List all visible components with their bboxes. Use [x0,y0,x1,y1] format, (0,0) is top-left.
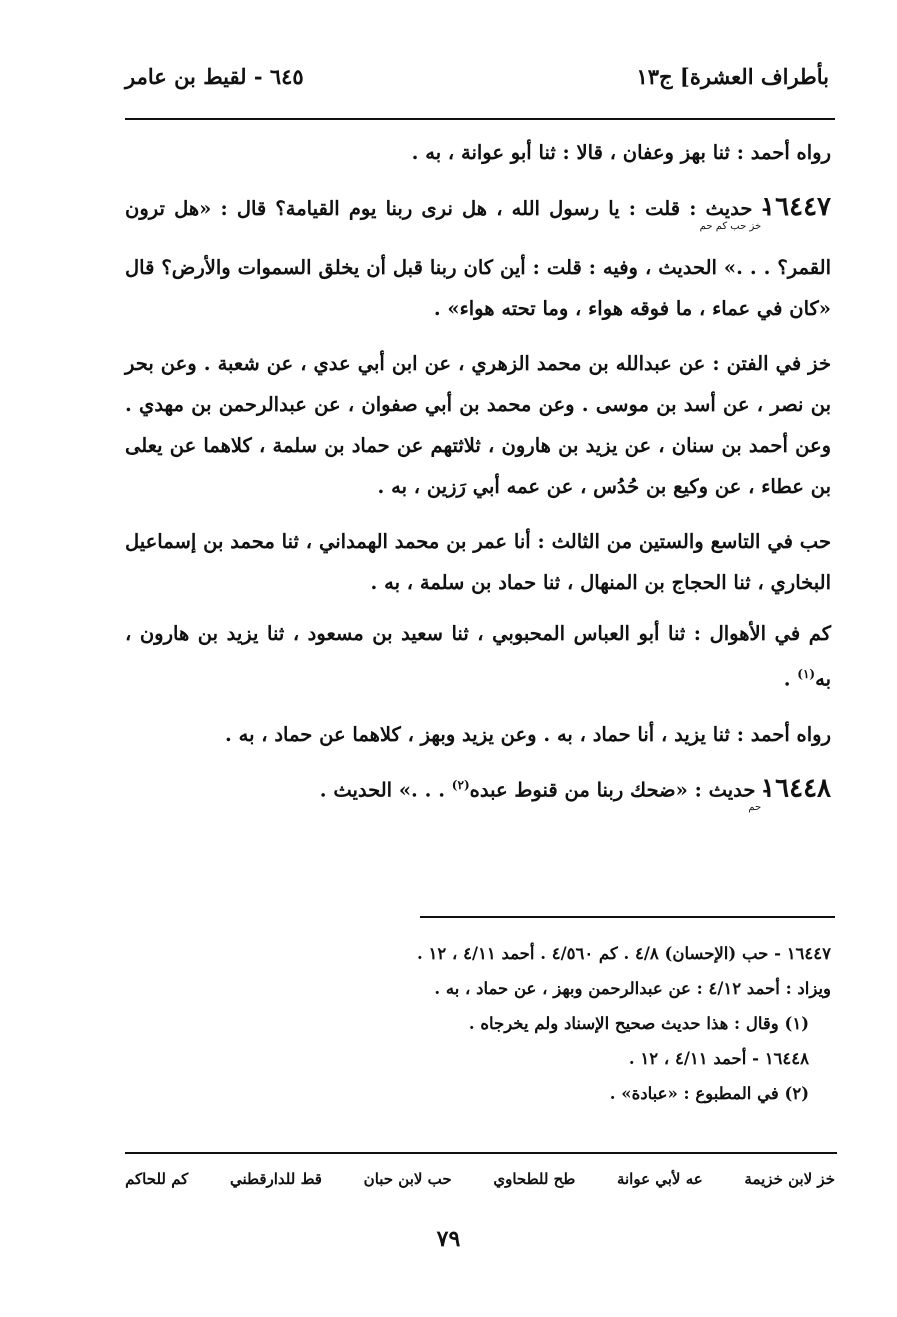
footnote-16447-sources: ١٦٤٤٧ - حب (الإحسان) ٤/٨ . كم ٤/٥٦٠ . أحمد ٤/١١ ، ١٢ . [417,944,831,963]
running-header [125,60,829,100]
legend-item: قط للدارقطني [230,1170,322,1188]
footnote-ref-2: (٢) [451,777,470,792]
legend-divider [125,1152,837,1154]
hadith-sigla: خز حب كم حم [699,221,762,232]
footnotes [280,936,831,1111]
hadith-entry-16448 [125,765,831,829]
legend-item: عه لأبي عوانة [616,1170,703,1188]
legend-item: حب لابن حبان [363,1170,452,1188]
footnote-16447-additions: ويزاد : أحمد ٤/١٢ : عن عبدالرحمن وبهز ، عن حماد ، به . [434,979,831,998]
legend-item: خز لابن خزيمة [744,1170,835,1188]
paragraph-hb-takhrij: حب في التاسع والستين من الثالث : أنا عمر بن محمد الهمداني ، ثنا محمد بن إسماعيل البخاري ، ثنا الحجاج بن المنهال ، ثنا حماد بن سلمة ، به . [125,530,831,594]
footnote-ref-1: (١) [797,667,816,681]
header-book-title: بأطراف العشرة] ج١٣ [636,64,829,89]
km-text: كم في الأهوال : ثنا أبو العباس المحبوبي ، ثنا سعيد بن مسعود ، ثنا يزيد بن هارون ، به [125,622,831,691]
hadith-sigla: حم [748,802,762,813]
header-divider [125,118,835,120]
main-text [125,132,831,828]
page-number: ٧٩ [436,1226,461,1252]
abbreviation-legend [125,1170,835,1200]
hadith-number: ١٦٤٤٨ [761,773,831,803]
km-end: . [783,667,798,691]
header-chapter-title: ٦٤٥ - لقيط بن عامر [125,64,304,89]
paragraph-km-takhrij [125,613,831,700]
footnote-2: (٢) في المطبوع : «عبادة» . [609,1084,809,1103]
legend-item: طح للطحاوي [493,1170,576,1188]
paragraph-ahmad-narration: رواه أحمد : ثنا بهز وعفان ، قالا : ثنا أبو عوانة ، به . [411,141,831,164]
footnote-16448-sources: ١٦٤٤٨ - أحمد ٤/١١ ، ١٢ . [628,1049,809,1068]
hadith-entry-16447 [125,187,831,329]
hadith-number: ١٦٤٤٧ [761,192,831,222]
legend-item: كم للحاكم [125,1170,189,1188]
footnote-1: (١) وقال : هذا حديث صحيح الإسناد ولم يخرجاه . [468,1014,809,1033]
footnote-divider [420,916,835,918]
paragraph-khz-takhrij: خز في الفتن : عن عبدالله بن محمد الزهري ، عن ابن أبي عدي ، عن شعبة . وعن بحر بن نصر ، عن أسد بن موسى . وعن محمد بن أبي صفوان ، عن عبدالرحمن بن مهدي . وعن أحمد بن سنان ، عن يزيد بن هارون ، ثلاثتهم عن حماد بن سلمة ، كلاهما عن يعلى بن عطاء ، عن وكيع بن حُدُس ، عن عمه أبي رَزين ، به . [125,352,831,498]
hadith-text: - حديث : «ضحك ربنا من قنوط عبده [469,778,771,801]
hadith-text-end: . . .» الحديث . [319,778,452,801]
hadith-text: - حديث : قلت : يا رسول الله ، هل نرى ربنا يوم القيامة؟ قال : «هل ترون القمر؟ . . .» الحديث ، وفيه : قلت : أين كان ربنا قبل أن يخلق السموات والأرض؟ قال «كان في عماء ، ما فوقه هواء ، وما تحته هواء» . [125,197,831,320]
paragraph-ahmad-second: رواه أحمد : ثنا يزيد ، أنا حماد ، به . وعن يزيد وبهز ، كلاهما عن حماد ، به . [225,722,831,746]
